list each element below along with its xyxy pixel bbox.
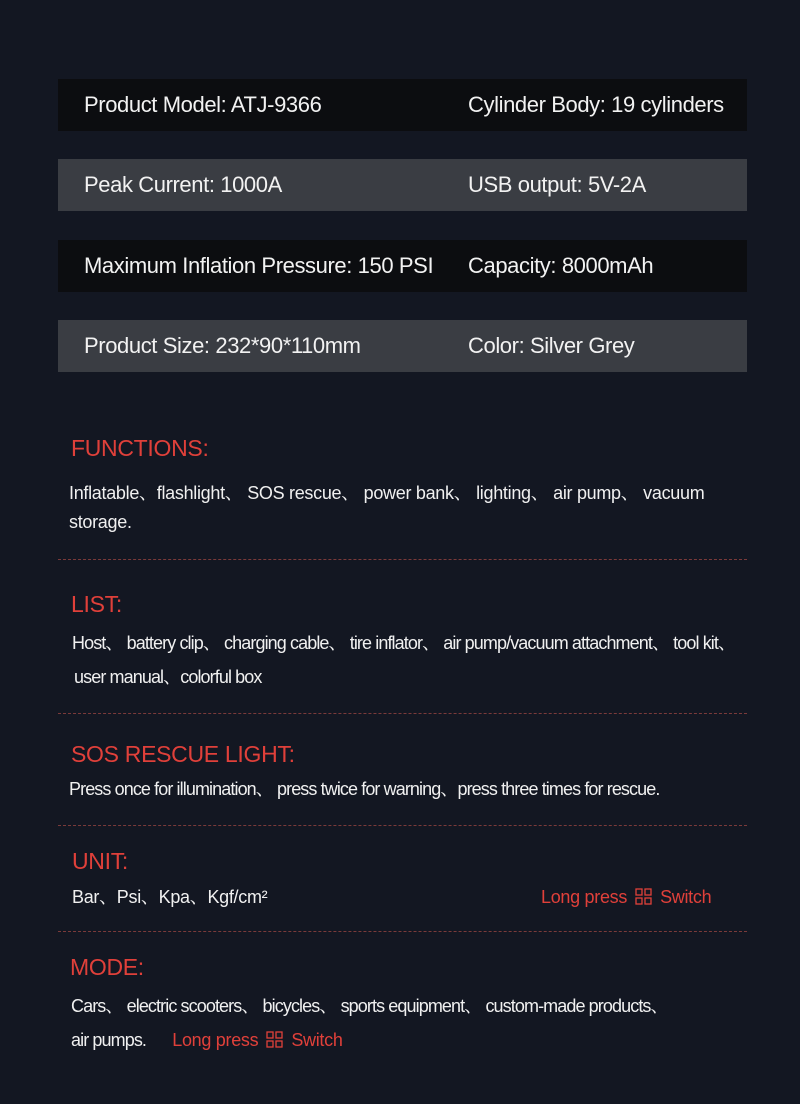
spec-color: Color: Silver Grey xyxy=(468,333,635,358)
sos-line-1: Press once for illumination、 press twice for warning、press three times for rescue. xyxy=(69,779,660,799)
mode-text xyxy=(71,989,668,1057)
functions-text xyxy=(69,479,704,537)
unit-long-press-label: Long press xyxy=(541,887,628,907)
list-line-1: Host、 battery clip、 charging cable、 tire inflator、 air pump/vacuum attachment、 tool kit、 xyxy=(72,633,736,653)
spec-max-pressure: Maximum Inflation Pressure: 150 PSI xyxy=(84,253,434,278)
divider-4 xyxy=(58,931,747,932)
unit-values: Bar、Psi、Kpa、Kgf/cm² xyxy=(72,887,268,907)
unit-switch-label: Switch xyxy=(660,887,712,907)
unit-title: UNIT: xyxy=(72,848,129,874)
spec-row-3 xyxy=(58,240,747,292)
divider-3 xyxy=(58,825,747,826)
divider-1 xyxy=(58,559,747,560)
functions-title: FUNCTIONS: xyxy=(71,435,209,461)
spec-row-2 xyxy=(58,159,747,211)
four-squares-icon xyxy=(266,1031,283,1048)
mode-switch-label: Switch xyxy=(291,1030,343,1050)
mode-title: MODE: xyxy=(70,954,144,980)
list-text xyxy=(72,626,735,694)
functions-line-1: Inflatable、flashlight、 SOS rescue、 power bank、 lighting、 air pump、 vacuum xyxy=(69,483,705,503)
functions-line-2: storage. xyxy=(69,512,132,532)
sos-text xyxy=(69,772,659,806)
mode-line-2 xyxy=(71,1023,668,1057)
spec-row-1 xyxy=(58,79,747,131)
spec-cylinder-body: Cylinder Body: 19 cylinders xyxy=(468,92,724,117)
spec-row-4 xyxy=(58,320,747,372)
list-title: LIST: xyxy=(71,591,122,617)
mode-line-2-text: air pumps. xyxy=(71,1030,147,1050)
sos-title: SOS RESCUE LIGHT: xyxy=(71,741,295,767)
four-squares-icon xyxy=(635,888,652,905)
spec-peak-current: Peak Current: 1000A xyxy=(84,172,282,197)
list-line-2: user manual、colorful box xyxy=(74,667,262,687)
spec-usb-output: USB output: 5V-2A xyxy=(468,172,646,197)
mode-line-1: Cars、 electric scooters、 bicycles、 sports equipment、 custom-made products、 xyxy=(71,996,668,1016)
divider-2 xyxy=(58,713,747,714)
unit-switch-hint xyxy=(541,883,711,912)
spec-capacity: Capacity: 8000mAh xyxy=(468,253,654,278)
spec-product-size: Product Size: 232*90*110mm xyxy=(84,333,361,358)
mode-long-press-label: Long press xyxy=(172,1030,259,1050)
spec-product-model: Product Model: ATJ-9366 xyxy=(84,92,322,117)
